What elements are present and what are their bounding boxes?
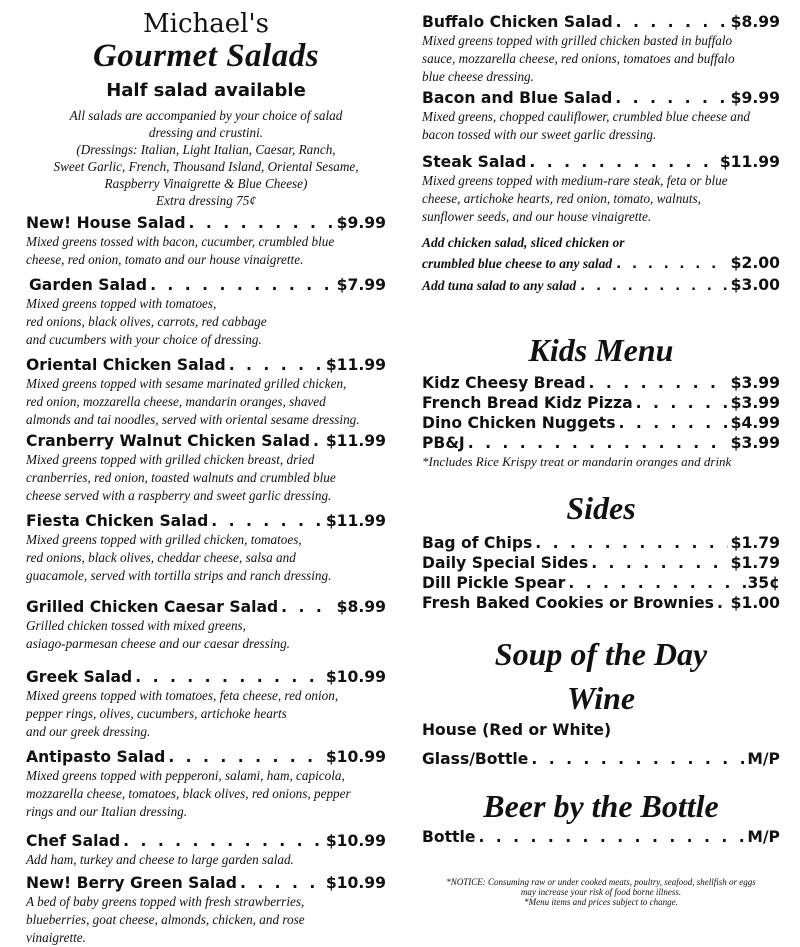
item-name: Garden Salad: [29, 276, 148, 294]
addon-price: $3.00: [730, 276, 780, 294]
item-name: Grilled Chicken Caesar Salad: [26, 598, 279, 616]
health-notice: *NOTICE: Consuming raw or under cooked meats, poultry, seafood, shellfish or eggs may increase your risk of food borne illness. *Menu items and prices subject to change.: [446, 877, 756, 907]
item-name: Chef Salad: [26, 832, 121, 850]
item-price: $11.99: [325, 432, 386, 450]
item-price: $10.99: [325, 748, 386, 766]
item-description: Mixed greens topped with grilled chicken, tomatoes, red onions, black olives, cheddar cheese, salsa and guacamole, served with tortilla strips and ranch dressing.: [26, 532, 332, 583]
item-description: Mixed greens topped with pepperoni, salami, ham, capicola, mozzarella cheese, tomatoes, black olives, red onions, pepper rings and our Italian dressing.: [26, 768, 351, 819]
menu-item: [26, 275, 386, 349]
item-price: $7.99: [336, 276, 386, 294]
menu-item: [26, 873, 386, 947]
menu-item: [422, 152, 780, 226]
soup-title: Soup of the Day: [494, 636, 708, 672]
item-price: $11.99: [325, 512, 386, 530]
menu-item: [26, 431, 386, 505]
kids-note: *Includes Rice Krispy treat or mandarin oranges and drink: [422, 454, 732, 469]
item-description: Mixed greens topped with tomatoes, feta cheese, red onion, pepper rings, olives, cucumbers, artichoke hearts and our greek dressing.: [26, 688, 339, 739]
sides-title: Sides: [566, 490, 636, 526]
item-name: Cranberry Walnut Chicken Salad: [26, 432, 311, 450]
item-description: A bed of baby greens topped with fresh strawberries, blueberries, goat cheese, almonds, chicken, and rose vinaigrette.: [26, 894, 305, 945]
item-name: New! Berry Green Salad: [26, 874, 237, 892]
item-price: $10.99: [325, 668, 386, 686]
menu-item: [422, 12, 780, 86]
kids-menu-title: Kids Menu: [528, 332, 674, 368]
item-price: $8.99: [336, 598, 386, 616]
menu-title: Gourmet Salads: [92, 38, 320, 74]
item-description: Mixed greens topped with medium-rare steak, feta or blue cheese, artichoke hearts, red onion, tomato, walnuts, sunflower seeds, and our house vinaigrette.: [422, 173, 728, 224]
half-salad-note: Half salad available: [106, 80, 306, 101]
item-price: $9.99: [730, 89, 780, 107]
brand-name: Michael's: [143, 9, 269, 39]
item-price: $10.99: [325, 832, 386, 850]
item-description: Grilled chicken tossed with mixed greens, asiago-parmesan cheese and our caesar dressing.: [26, 618, 290, 651]
menu-item: [26, 213, 386, 269]
addon-price: $2.00: [730, 254, 780, 272]
beer-title: Beer by the Bottle: [483, 788, 719, 824]
menu-item: [26, 597, 386, 653]
item-price: $8.99: [730, 13, 780, 31]
menu-item: [26, 667, 386, 741]
left-column: [26, 0, 386, 947]
item-name: New! House Salad: [26, 214, 186, 232]
item-name: Antipasto Salad: [26, 748, 166, 766]
item-name: Greek Salad: [26, 668, 133, 686]
menu-item: [422, 88, 780, 144]
item-name: Buffalo Chicken Salad: [422, 13, 613, 31]
item-description: Add ham, turkey and cheese to large garden salad.: [26, 852, 294, 867]
kids-menu: Kidz Cheesy Bread . . . $3.99 French Bread Kidz Pizza . . . $3.99 Dino Chicken Nuggets . . . $4.99 PB&J . . . $3.99 *Includes Rice Krispy treat or mandarin oranges and drink: [422, 373, 780, 471]
wine-glass-bottle: Glass/Bottle . . . M/P: [422, 749, 780, 769]
right-column: [422, 12, 780, 907]
menu-item: [26, 747, 386, 821]
item-description: Mixed greens topped with grilled chicken basted in buffalo sauce, mozzarella cheese, red onions, tomatoes and buffalo blue cheese dressing.: [422, 33, 735, 84]
wine-title: Wine: [566, 680, 636, 716]
wine-house: House (Red or White): [422, 721, 612, 739]
item-price: $11.99: [325, 356, 386, 374]
item-name: Oriental Chicken Salad: [26, 356, 226, 374]
dressing-intro: All salads are accompanied by your choice of salad dressing and crustini. (Dressings: Italian, Light Italian, Caesar, Ranch, Sweet Garlic, French, Thousand Island, Oriental Sesame, Raspberry Vinaigrette & Blue Cheese) Extra dressing 75¢: [53, 108, 359, 208]
item-price: $9.99: [336, 214, 386, 232]
item-description: Mixed greens tossed with bacon, cucumber, crumbled blue cheese, red onion, tomato and our house vinaigrette.: [26, 234, 335, 267]
item-price: $11.99: [719, 153, 780, 171]
item-name: Fiesta Chicken Salad: [26, 512, 209, 530]
item-price: $10.99: [325, 874, 386, 892]
menu-item: [26, 511, 386, 585]
item-description: Mixed greens topped with grilled chicken breast, dried cranberries, red onion, toasted walnuts and crumbled blue cheese served with a raspberry and sweet garlic dressing.: [26, 452, 336, 503]
beer-bottle: Bottle . . . M/P: [422, 827, 780, 847]
item-description: Mixed greens topped with sesame marinated grilled chicken, red onion, mozzarella cheese, mandarin oranges, shaved almonds and tai noodles, served with oriental sesame dressing.: [26, 376, 360, 427]
sides-menu: Bag of Chips . . . $1.79 Daily Special Sides . . . $1.79 Dill Pickle Spear . . . .35¢ Fresh Baked Cookies or Brownies . . . $1.00: [422, 533, 780, 613]
menu-item: [26, 831, 386, 869]
item-name: Steak Salad: [422, 153, 527, 171]
addons: Add chicken salad, sliced chicken or crumbled blue cheese to any salad . . . $2.00 Add tuna salad to any salad . . . $3.00: [422, 232, 780, 297]
item-name: Bacon and Blue Salad: [422, 89, 613, 107]
item-description: Mixed greens, chopped cauliflower, crumbled blue cheese and bacon tossed with our sweet garlic dressing.: [422, 109, 751, 142]
menu-item: [26, 355, 386, 429]
item-description: Mixed greens topped with tomatoes, red onions, black olives, carrots, red cabbage and cucumbers with your choice of dressing.: [26, 296, 267, 347]
